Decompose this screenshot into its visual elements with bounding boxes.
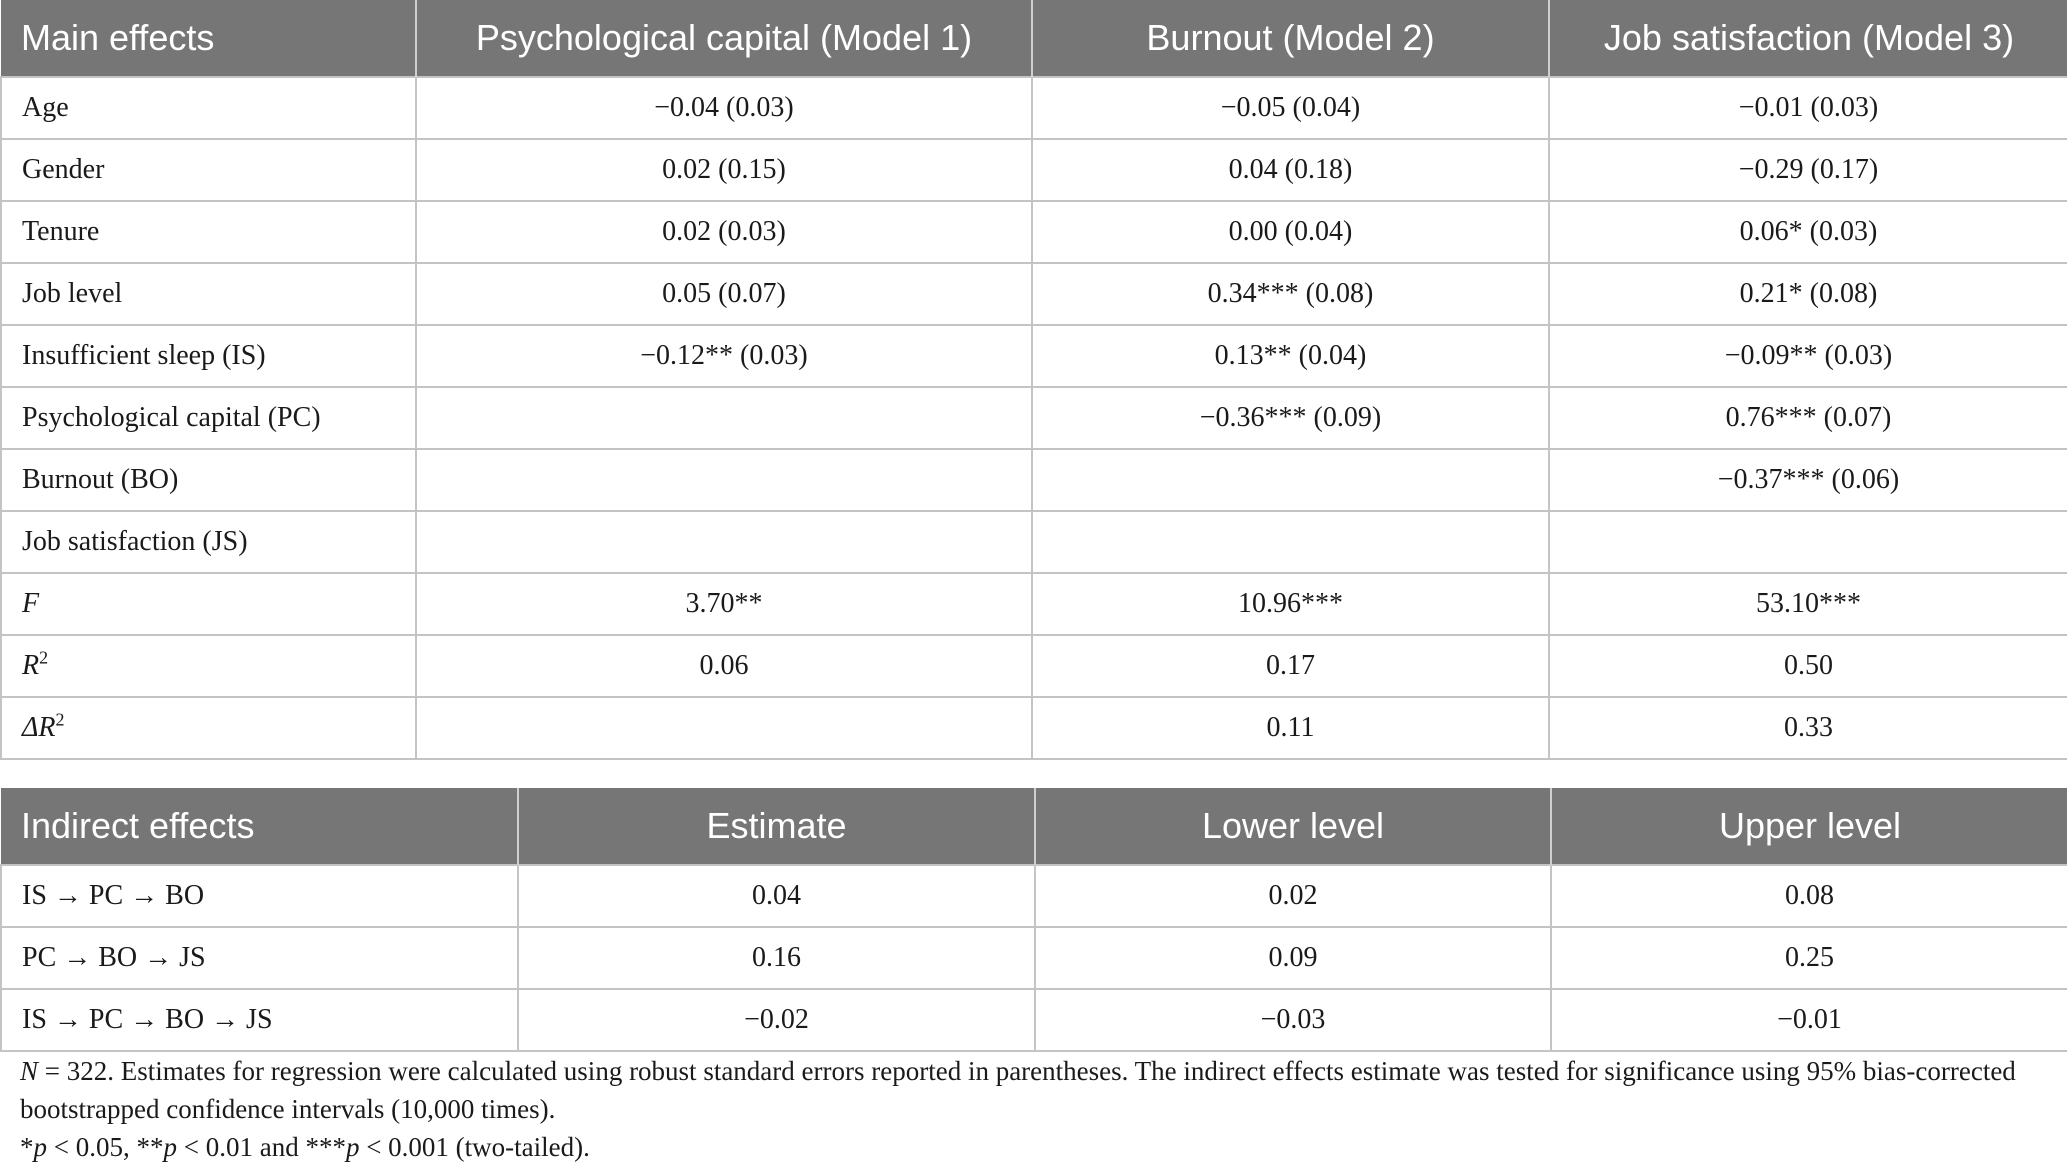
row-label: Job level [1,263,416,325]
sig-p-symbol: p [345,1132,360,1162]
cell-model-2: 0.11 [1032,697,1549,759]
cell-model-1 [416,511,1032,573]
table-row [1,635,2067,697]
path-label: PC → BO → JS [1,927,518,989]
table-row [1,201,2067,263]
cell-model-3: −0.29 (0.17) [1549,139,2067,201]
r2-symbol: R [22,650,40,681]
table-row [1,449,2067,511]
cell-model-2 [1032,449,1549,511]
row-label: Job satisfaction (JS) [1,511,416,573]
cell-model-2: 0.17 [1032,635,1549,697]
cell-lower-level: −0.03 [1035,989,1551,1051]
cell-model-3: 0.76*** (0.07) [1549,387,2067,449]
header-main-effects: Main effects [1,0,416,77]
path-label: IS → PC → BO [1,865,518,927]
cell-estimate: 0.04 [518,865,1035,927]
cell-upper-level: 0.08 [1551,865,2067,927]
delta-r2-superscript: 2 [55,709,65,730]
row-label: Insufficient sleep (IS) [1,325,416,387]
cell-model-3: 0.50 [1549,635,2067,697]
header-lower-level: Lower level [1035,788,1551,865]
cell-model-2: 0.00 (0.04) [1032,201,1549,263]
sig-text: < 0.01 and *** [176,1132,346,1162]
table-row [1,927,2067,989]
cell-estimate: 0.16 [518,927,1035,989]
cell-model-3: 0.33 [1549,697,2067,759]
cell-model-1: 0.06 [416,635,1032,697]
cell-model-3: 0.21* (0.08) [1549,263,2067,325]
row-label-delta-r2 [1,697,416,759]
cell-model-2: 0.04 (0.18) [1032,139,1549,201]
cell-model-3: 0.06* (0.03) [1549,201,2067,263]
table-row [1,77,2067,139]
sig-text: < 0.001 (two-tailed). [359,1132,590,1162]
table-row [1,697,2067,759]
sig-star: * [20,1132,34,1162]
cell-model-1: −0.12** (0.03) [416,325,1032,387]
row-label: Burnout (BO) [1,449,416,511]
row-label: Tenure [1,201,416,263]
footnote-significance [20,1128,2040,1166]
row-label-r2 [1,635,416,697]
cell-model-1: 0.05 (0.07) [416,263,1032,325]
header-indirect-effects: Indirect effects [1,788,518,865]
table-row [1,865,2067,927]
cell-model-1: 3.70** [416,573,1032,635]
header-upper-level: Upper level [1551,788,2067,865]
r2-superscript: 2 [39,647,49,668]
table-row [1,573,2067,635]
cell-model-2 [1032,511,1549,573]
path-label: IS → PC → BO → JS [1,989,518,1051]
footnote-sample-text: = 322. Estimates for regression were calculated using robust standard errors reported in parentheses. The indirect effects estimate was tested for significance using 95% bias-corrected bootstrapped confidence intervals (10,000 times). [20,1056,2016,1124]
header-model-3: Job satisfaction (Model 3) [1549,0,2067,77]
footnote-n-symbol: N [20,1056,39,1086]
cell-model-2: 10.96*** [1032,573,1549,635]
cell-model-3: −0.37*** (0.06) [1549,449,2067,511]
delta-r2-symbol: ΔR [22,712,56,743]
cell-estimate: −0.02 [518,989,1035,1051]
table-row [1,511,2067,573]
table-row [1,325,2067,387]
table-row [1,387,2067,449]
cell-model-1: 0.02 (0.15) [416,139,1032,201]
cell-lower-level: 0.09 [1035,927,1551,989]
table-footnotes [20,1052,2040,1166]
cell-model-1 [416,697,1032,759]
row-label: Psychological capital (PC) [1,387,416,449]
cell-model-1: −0.04 (0.03) [416,77,1032,139]
cell-model-2: −0.36*** (0.09) [1032,387,1549,449]
cell-model-3: −0.09** (0.03) [1549,325,2067,387]
cell-model-3: −0.01 (0.03) [1549,77,2067,139]
sig-p-symbol: p [163,1132,177,1162]
cell-model-1 [416,387,1032,449]
footnote-sample [20,1052,2040,1128]
cell-model-2: 0.13** (0.04) [1032,325,1549,387]
main-table-header-row [1,0,2067,77]
row-label: Gender [1,139,416,201]
header-estimate: Estimate [518,788,1035,865]
cell-lower-level: 0.02 [1035,865,1551,927]
cell-model-3: 53.10*** [1549,573,2067,635]
cell-model-3 [1549,511,2067,573]
sig-p-symbol: p [33,1132,47,1162]
table-row [1,263,2067,325]
header-model-1: Psychological capital (Model 1) [416,0,1032,77]
header-model-2: Burnout (Model 2) [1032,0,1549,77]
cell-model-1 [416,449,1032,511]
cell-model-1: 0.02 (0.03) [416,201,1032,263]
cell-model-2: −0.05 (0.04) [1032,77,1549,139]
row-label-f: F [1,573,416,635]
indirect-effects-table [0,788,2067,1052]
table-row [1,989,2067,1051]
row-label: Age [1,77,416,139]
cell-model-2: 0.34*** (0.08) [1032,263,1549,325]
indirect-table-header-row [1,788,2067,865]
table-row [1,139,2067,201]
cell-upper-level: −0.01 [1551,989,2067,1051]
cell-upper-level: 0.25 [1551,927,2067,989]
sig-text: < 0.05, ** [47,1132,164,1162]
